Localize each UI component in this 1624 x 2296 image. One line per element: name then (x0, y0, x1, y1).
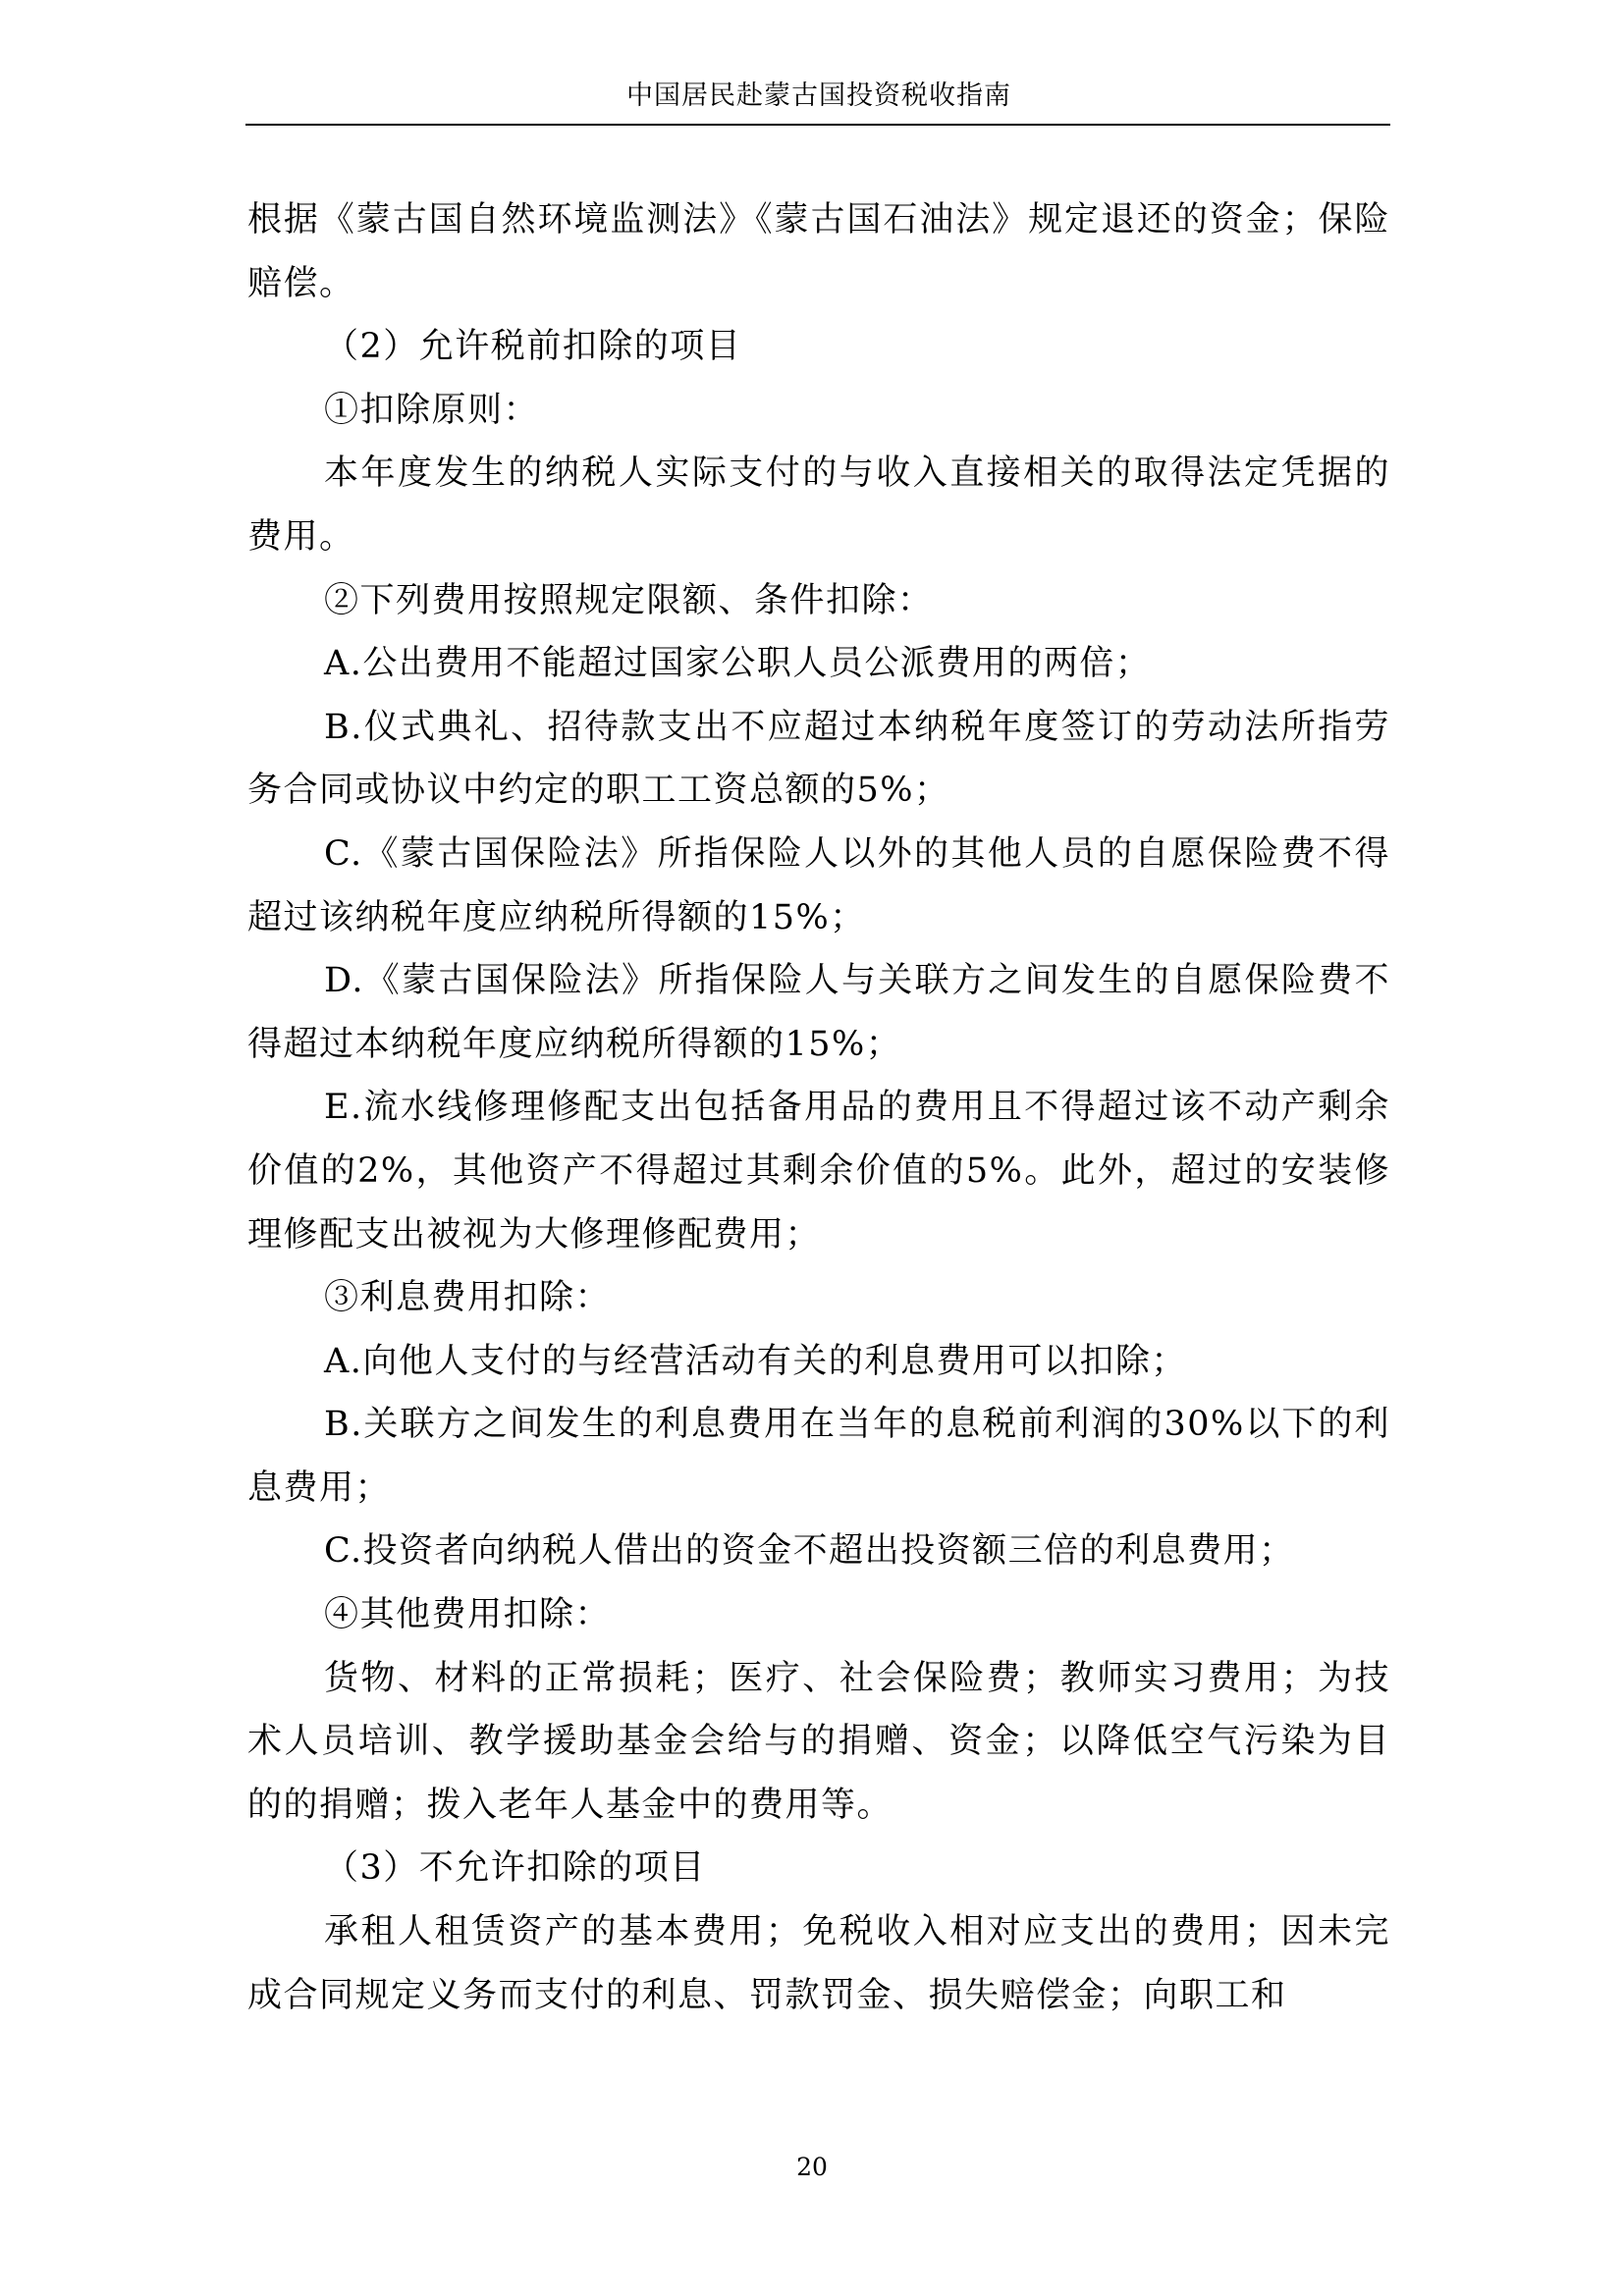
paragraph: 根据《蒙古国自然环境监测法》《蒙古国石油法》规定退还的资金；保险赔偿。 (247, 200, 1390, 303)
paragraph: 货物、材料的正常损耗；医疗、社会保险费；教师实习费用；为技术人员培训、教学援助基金会给与的捐赠、资金；以降低空气污染为目的的捐赠；拨入老年人基金中的费用等。 (247, 1658, 1390, 1825)
document-body (247, 188, 1390, 2027)
section-heading: （2）允许税前扣除的项目 (324, 327, 742, 367)
page-number: 20 (796, 2153, 828, 2181)
list-item: B.仪式典礼、招待款支出不应超过本纳税年度签订的劳动法所指劳务合同或协议中约定的职工工资总额的5%； (247, 707, 1390, 811)
list-item: E.流水线修理修配支出包括备用品的费用且不得超过该不动产剩余价值的2%，其他资产不得超过其剩余价值的5%。此外，超过的安装修理修配支出被视为大修理修配费用； (247, 1088, 1390, 1255)
paragraph: 承租人租赁资产的基本费用；免税收入相对应支出的费用；因未完成合同规定义务而支付的利息、罚款罚金、损失赔偿金；向职工和 (247, 1912, 1390, 2015)
list-item: C.投资者向纳税人借出的资金不超出投资额三倍的利息费用； (324, 1531, 1295, 1572)
list-item: A.公出费用不能超过国家公职人员公派费用的两倍； (324, 644, 1152, 684)
subsection-heading: ②下列费用按照规定限额、条件扣除： (324, 580, 934, 620)
running-header: 中国居民赴蒙古国投资税收指南 (626, 80, 1011, 111)
list-item: C.《蒙古国保险法》所指保险人以外的其他人员的自愿保险费不得超过该纳税年度应纳税所得额的15%； (247, 833, 1390, 937)
section-heading: （3）不允许扣除的项目 (324, 1848, 706, 1889)
paragraph: 本年度发生的纳税人实际支付的与收入直接相关的取得法定凭据的费用。 (247, 454, 1390, 557)
list-item: A.向他人支付的与经营活动有关的利息费用可以扣除； (324, 1341, 1187, 1381)
header-divider (245, 124, 1390, 126)
subsection-heading: ④其他费用扣除： (324, 1595, 612, 1635)
subsection-heading: ①扣除原则： (324, 390, 540, 430)
subsection-heading: ③利息费用扣除： (324, 1278, 612, 1318)
list-item: B.关联方之间发生的利息费用在当年的息税前利润的30%以下的利息费用； (247, 1405, 1390, 1508)
list-item: D.《蒙古国保险法》所指保险人与关联方之间发生的自愿保险费不得超过本纳税年度应纳税所得额的15%； (247, 961, 1390, 1064)
